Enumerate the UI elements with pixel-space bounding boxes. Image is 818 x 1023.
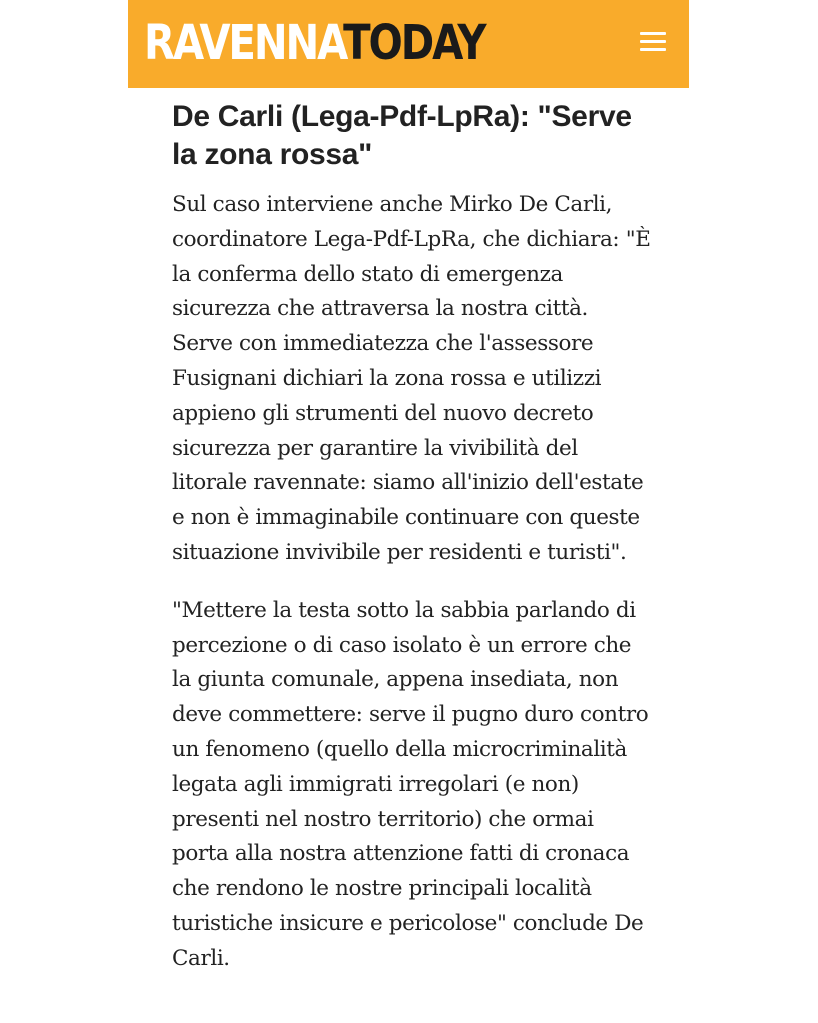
- menu-line: [640, 32, 666, 35]
- menu-line: [640, 40, 666, 43]
- site-logo[interactable]: [144, 14, 484, 72]
- hamburger-menu-icon[interactable]: [636, 28, 672, 58]
- site-header: [128, 0, 689, 88]
- article-body: [172, 98, 652, 977]
- menu-line: [640, 48, 666, 51]
- section-headline: De Carli (Lega-Pdf-LpRa): "Serve la zona rossa": [172, 100, 632, 171]
- article-paragraph: "Mettere la testa sotto la sabbia parlando di percezione o di caso isolato è un errore che la giunta comunale, appena insediata, non deve commettere: serve il pugno duro contro un fenomeno (quello della microcriminalità legata agli immigrati irregolari (e non) presenti nel nostro territorio) che ormai porta alla nostra attenzione fatti di cronaca che rendono le nostre principali località turistiche insicure e pericolose" conclude De Carli.: [172, 597, 649, 971]
- article-paragraph: Sul caso interviene anche Mirko De Carli, coordinatore Lega-Pdf-LpRa, che dichiara: "È la conferma dello stato di emergenza sicurezza che attraversa la nostra città. Serve con immediatezza che l'assessore Fusignani dichiari la zona rossa e utilizzi appieno gli strumenti del nuovo decreto sicurezza per garantire la vivibilità del litorale ravennate: siamo all'inizio dell'estate e non è immaginabile continuare con queste situazione invivibile per residenti e turisti".: [172, 192, 651, 565]
- logo-text-today: TODAY: [343, 15, 485, 71]
- logo-text-ravenna: RAVENNA: [144, 15, 344, 71]
